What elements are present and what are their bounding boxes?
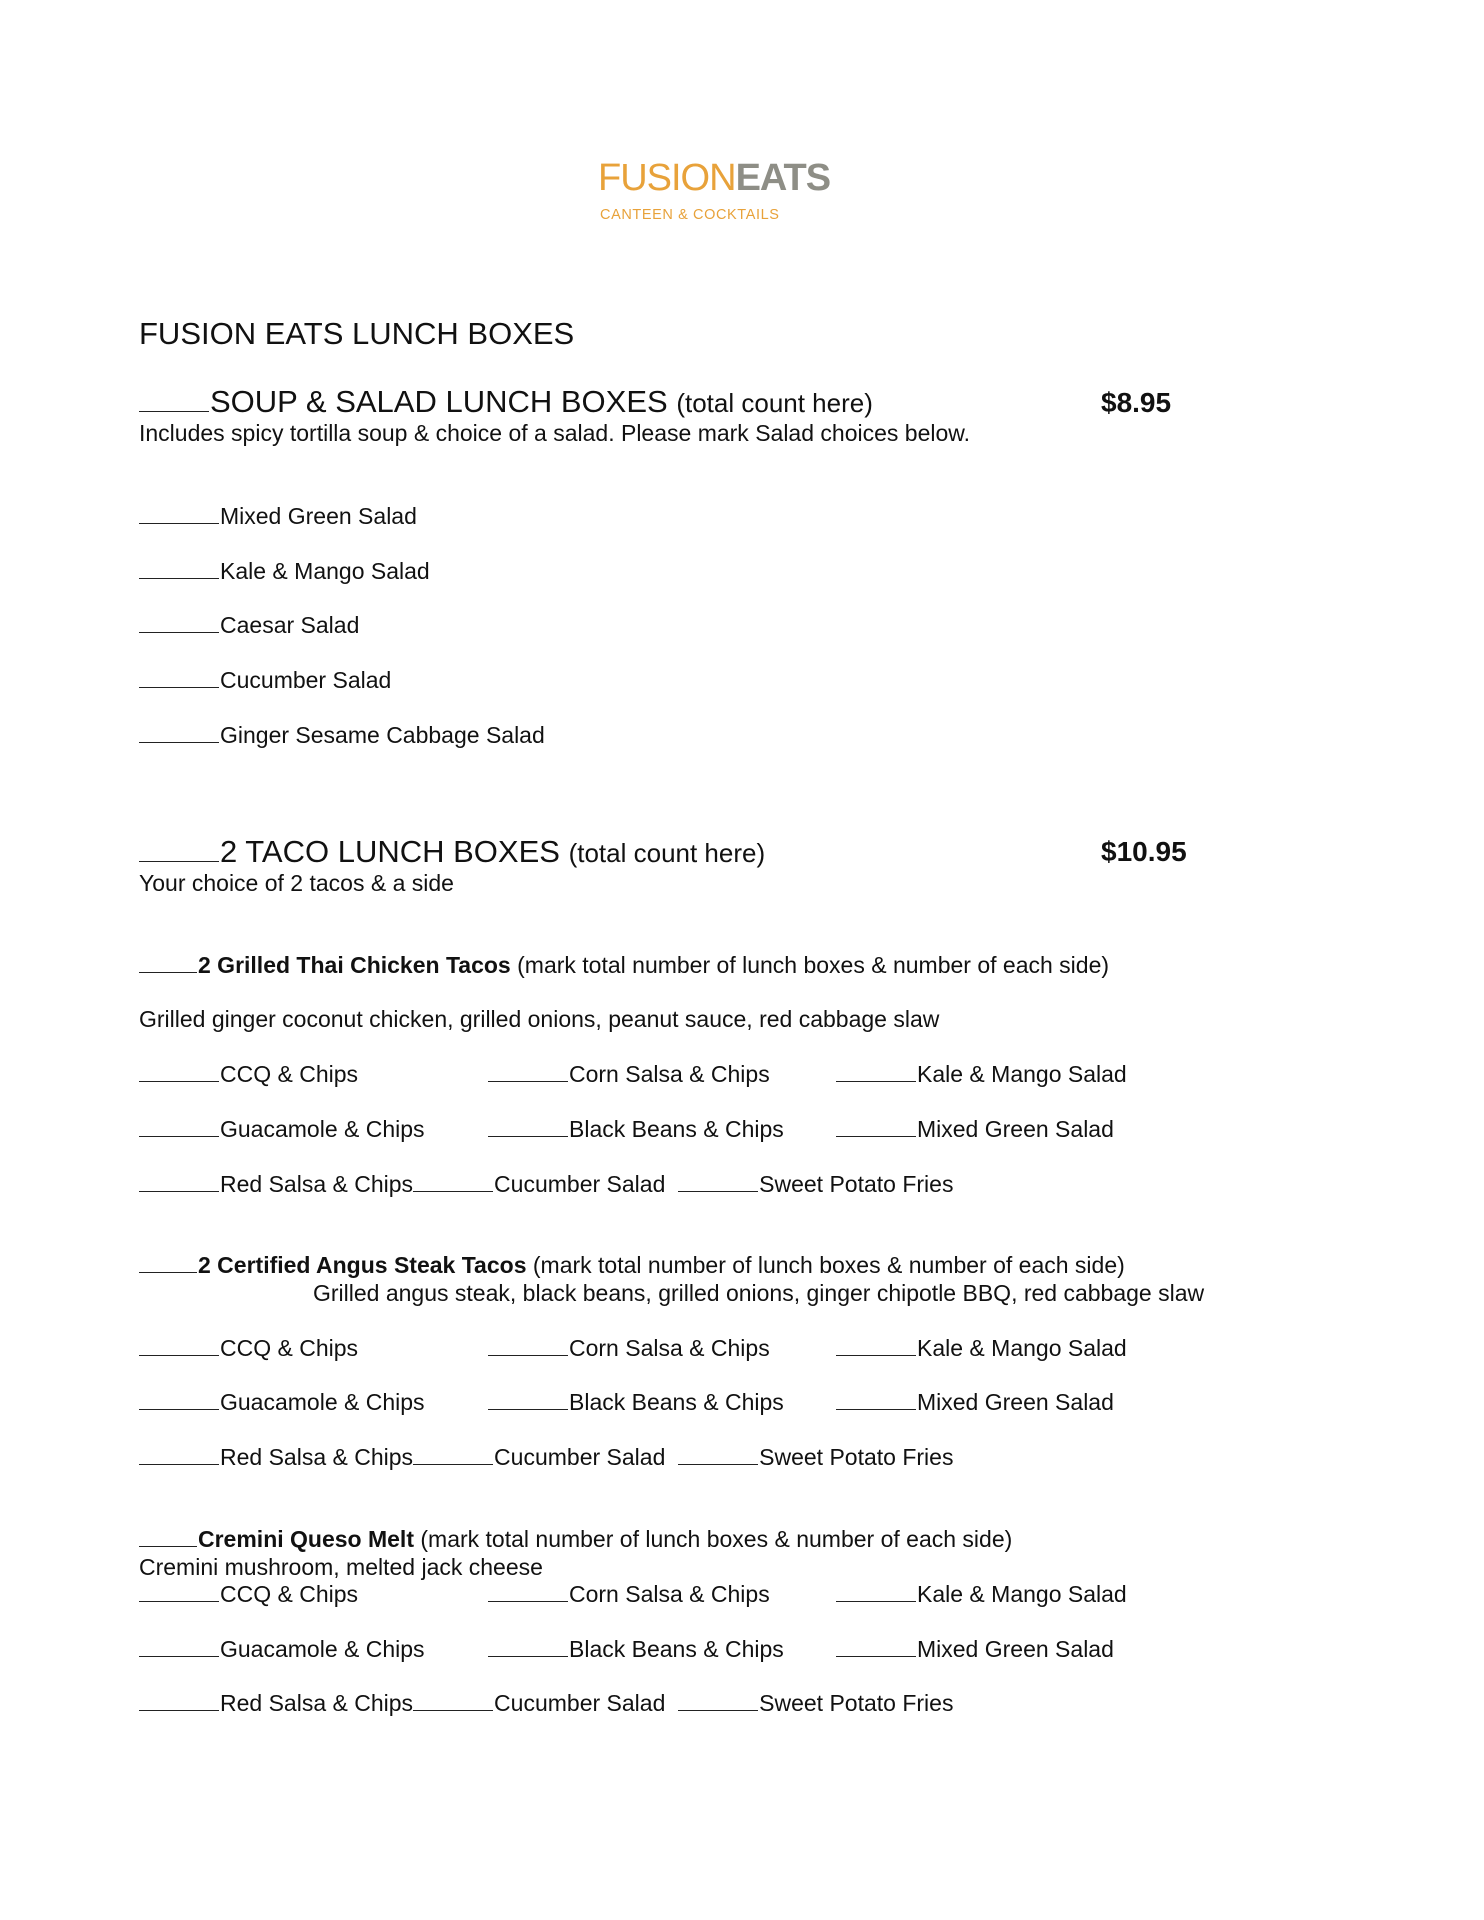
salad-count-blank[interactable]	[139, 503, 219, 524]
salad-choice-label: Ginger Sesame Cabbage Salad	[220, 722, 545, 748]
side-count-blank[interactable]	[488, 1116, 568, 1137]
side-choice	[488, 1389, 784, 1416]
side-label: Mixed Green Salad	[917, 1116, 1114, 1142]
taco-count-blank[interactable]	[139, 841, 219, 862]
taco-option-count-blank[interactable]	[139, 1526, 197, 1547]
side-count-blank[interactable]	[413, 1171, 493, 1192]
side-label: Black Beans & Chips	[569, 1116, 784, 1142]
side-label: CCQ & Chips	[220, 1061, 359, 1087]
taco-option-heading	[139, 1526, 1012, 1553]
taco-option-heading	[139, 952, 1109, 979]
side-label: Guacamole & Chips	[220, 1389, 425, 1415]
side-choice	[139, 1389, 425, 1416]
side-choice	[836, 1636, 1114, 1663]
side-count-blank[interactable]	[488, 1636, 568, 1657]
side-label: Sweet Potato Fries	[759, 1444, 954, 1470]
taco-option-name: Cremini Queso Melt	[198, 1526, 414, 1552]
logo-word-eats: EATS	[735, 157, 831, 199]
taco-option-count-blank[interactable]	[139, 952, 197, 973]
side-count-blank[interactable]	[836, 1335, 916, 1356]
side-label: CCQ & Chips	[220, 1581, 359, 1607]
taco-option-description: Grilled angus steak, black beans, grilled onions, ginger chipotle BBQ, red cabbage slaw	[313, 1280, 1205, 1306]
side-count-blank[interactable]	[139, 1581, 219, 1602]
salad-choice-row	[139, 722, 545, 749]
side-choice	[488, 1636, 784, 1663]
side-label: Mixed Green Salad	[917, 1636, 1114, 1662]
salad-choice-label: Caesar Salad	[220, 612, 360, 638]
side-label: Kale & Mango Salad	[917, 1335, 1127, 1361]
side-count-blank[interactable]	[139, 1061, 219, 1082]
salad-choice-row	[139, 503, 417, 530]
taco-option-count-blank[interactable]	[139, 1252, 197, 1273]
taco-option-note: (mark total number of lunch boxes & number of each side)	[420, 1526, 1013, 1552]
side-choice	[139, 1581, 358, 1608]
side-count-blank[interactable]	[678, 1171, 758, 1192]
side-choice	[139, 1061, 358, 1088]
side-choice	[836, 1061, 1127, 1088]
side-label: Sweet Potato Fries	[759, 1171, 954, 1197]
side-count-blank[interactable]	[836, 1581, 916, 1602]
logo-word-fusion: FUSION	[598, 157, 736, 199]
side-label: Black Beans & Chips	[569, 1389, 784, 1415]
side-choice	[139, 1636, 425, 1663]
taco-option-name: 2 Certified Angus Steak Tacos	[198, 1252, 527, 1278]
side-count-blank[interactable]	[139, 1444, 219, 1465]
taco-count-note: (total count here)	[568, 838, 766, 868]
side-count-blank[interactable]	[488, 1061, 568, 1082]
side-choice	[836, 1335, 1127, 1362]
side-count-blank[interactable]	[488, 1389, 568, 1410]
side-label: Red Salsa & Chips	[220, 1171, 414, 1197]
soup-salad-heading	[139, 384, 873, 420]
document-title: FUSION EATS LUNCH BOXES	[139, 316, 575, 351]
side-label: Red Salsa & Chips	[220, 1690, 414, 1716]
salad-choice-label: Cucumber Salad	[220, 667, 392, 693]
side-choice	[139, 1116, 425, 1143]
side-count-blank[interactable]	[836, 1636, 916, 1657]
side-choice	[139, 1335, 358, 1362]
side-choice-row	[139, 1171, 953, 1198]
side-choice-row	[139, 1690, 953, 1717]
taco-price: $10.95	[1101, 836, 1187, 867]
side-count-blank[interactable]	[139, 1335, 219, 1356]
side-choice	[488, 1335, 770, 1362]
side-label: Kale & Mango Salad	[917, 1581, 1127, 1607]
side-choice	[836, 1116, 1114, 1143]
taco-option-name: 2 Grilled Thai Chicken Tacos	[198, 952, 511, 978]
side-choice	[488, 1061, 770, 1088]
side-label: Corn Salsa & Chips	[569, 1061, 770, 1087]
side-choice-row	[139, 1444, 953, 1471]
side-label: Guacamole & Chips	[220, 1636, 425, 1662]
taco-option-description: Cremini mushroom, melted jack cheese	[139, 1554, 543, 1580]
logo-tagline: CANTEEN & COCKTAILS	[600, 207, 780, 223]
side-label: Cucumber Salad	[494, 1690, 666, 1716]
salad-count-blank[interactable]	[139, 667, 219, 688]
salad-count-blank[interactable]	[139, 612, 219, 633]
soup-salad-price: $8.95	[1101, 387, 1172, 418]
side-count-blank[interactable]	[836, 1116, 916, 1137]
side-count-blank[interactable]	[139, 1636, 219, 1657]
taco-option-description: Grilled ginger coconut chicken, grilled onions, peanut sauce, red cabbage slaw	[139, 1006, 940, 1032]
side-label: Sweet Potato Fries	[759, 1690, 954, 1716]
taco-option-heading	[139, 1252, 1125, 1279]
side-count-blank[interactable]	[413, 1690, 493, 1711]
salad-choice-row	[139, 667, 391, 694]
side-count-blank[interactable]	[139, 1690, 219, 1711]
side-label: Mixed Green Salad	[917, 1389, 1114, 1415]
taco-heading	[139, 834, 765, 870]
side-label: Kale & Mango Salad	[917, 1061, 1127, 1087]
taco-title: 2 TACO LUNCH BOXES	[220, 834, 560, 869]
side-label: Black Beans & Chips	[569, 1636, 784, 1662]
side-count-blank[interactable]	[678, 1690, 758, 1711]
side-label: Corn Salsa & Chips	[569, 1581, 770, 1607]
taco-option-note: (mark total number of lunch boxes & number of each side)	[532, 1252, 1125, 1278]
taco-option-note: (mark total number of lunch boxes & number of each side)	[517, 952, 1110, 978]
side-label: CCQ & Chips	[220, 1335, 359, 1361]
salad-count-blank[interactable]	[139, 558, 219, 579]
side-choice	[836, 1581, 1127, 1608]
side-count-blank[interactable]	[488, 1581, 568, 1602]
taco-description: Your choice of 2 tacos & a side	[139, 870, 454, 896]
side-count-blank[interactable]	[139, 1116, 219, 1137]
soup-salad-count-note: (total count here)	[676, 388, 873, 418]
side-choice	[488, 1116, 784, 1143]
soup-salad-description: Includes spicy tortilla soup & choice of a salad. Please mark Salad choices below.	[139, 420, 970, 446]
side-label: Red Salsa & Chips	[220, 1444, 414, 1470]
side-count-blank[interactable]	[836, 1389, 916, 1410]
salad-choice-row	[139, 558, 430, 585]
side-label: Corn Salsa & Chips	[569, 1335, 770, 1361]
soup-salad-title: SOUP & SALAD LUNCH BOXES	[210, 384, 668, 419]
side-count-blank[interactable]	[678, 1444, 758, 1465]
salad-count-blank[interactable]	[139, 722, 219, 743]
fusion-eats-logo	[598, 157, 831, 226]
logo-wordmark	[598, 158, 830, 198]
soup-salad-count-blank[interactable]	[139, 391, 209, 412]
side-choice	[836, 1389, 1114, 1416]
salad-choice-label: Kale & Mango Salad	[220, 558, 430, 584]
side-label: Cucumber Salad	[494, 1444, 666, 1470]
side-count-blank[interactable]	[139, 1389, 219, 1410]
side-count-blank[interactable]	[413, 1444, 493, 1465]
side-count-blank[interactable]	[139, 1171, 219, 1192]
salad-choice-label: Mixed Green Salad	[220, 503, 417, 529]
side-label: Cucumber Salad	[494, 1171, 666, 1197]
side-choice	[488, 1581, 770, 1608]
salad-choice-row	[139, 612, 359, 639]
side-count-blank[interactable]	[836, 1061, 916, 1082]
side-count-blank[interactable]	[488, 1335, 568, 1356]
side-label: Guacamole & Chips	[220, 1116, 425, 1142]
